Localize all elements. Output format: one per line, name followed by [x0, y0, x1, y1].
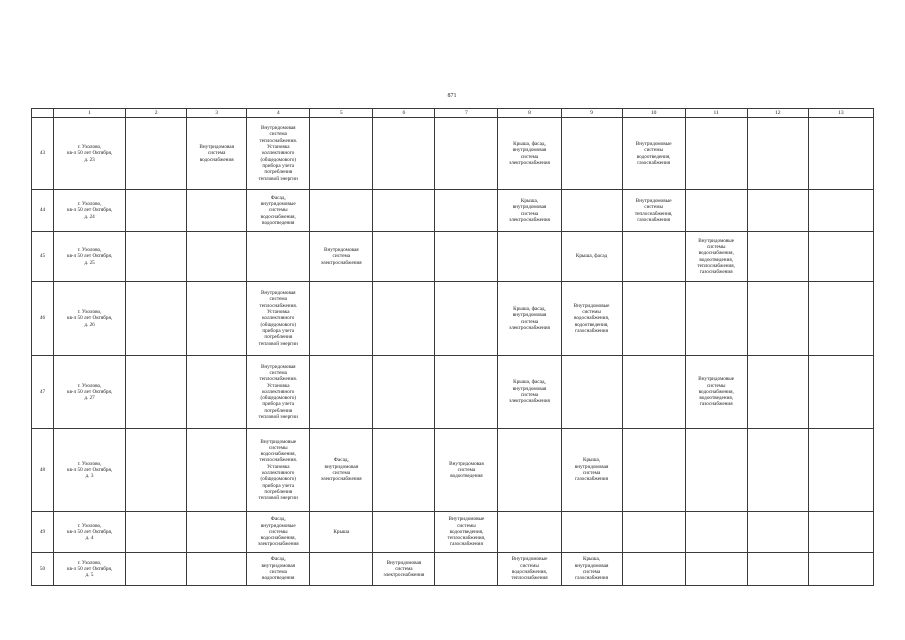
work-type-cell — [561, 282, 622, 356]
header-cell: 11 — [685, 109, 747, 118]
row-number-cell — [32, 429, 54, 512]
work-type-cell — [622, 553, 685, 586]
address-cell — [54, 429, 126, 512]
table-row — [32, 553, 874, 586]
cell-text: г. Ухолово, кв-л 50 лет Октября, д. 24 — [66, 201, 113, 220]
work-type-cell — [187, 282, 247, 356]
work-type-cell — [187, 190, 247, 232]
cell-text: Внутридомовые системы водоснабжения, водоотведения, теплоснабжения, газоснабжения — [697, 237, 735, 276]
work-type-cell — [310, 282, 373, 356]
work-type-cell — [622, 118, 685, 190]
row-number-cell — [32, 118, 54, 190]
work-type-cell — [685, 553, 747, 586]
header-cell: 1 — [54, 109, 126, 118]
work-type-cell — [187, 118, 247, 190]
work-type-cell — [622, 512, 685, 553]
work-type-cell — [310, 553, 373, 586]
work-type-cell — [310, 232, 373, 282]
work-type-cell — [187, 553, 247, 586]
row-number-cell — [32, 356, 54, 429]
cell-text: г. Ухолово, кв-л 50 лет Октября, д. 4 — [66, 522, 113, 542]
cell-text: Крыша, внутридомовая система газоснабжения — [574, 556, 609, 582]
column-header-row — [32, 109, 874, 118]
work-type-cell — [622, 282, 685, 356]
cell-text: Крыша, фасад, внутридомовая система электроснабжения — [509, 305, 550, 331]
work-type-cell — [808, 512, 873, 553]
work-type-cell — [561, 429, 622, 512]
work-type-cell — [435, 553, 498, 586]
header-cell: 13 — [808, 109, 873, 118]
address-cell — [54, 118, 126, 190]
header-cell: 10 — [622, 109, 685, 118]
work-type-cell — [247, 282, 310, 356]
work-type-cell — [808, 190, 873, 232]
cell-text: 46 — [39, 315, 46, 322]
cell-text: Внутридомовая система водоотведения — [449, 460, 484, 480]
cell-text: Внутридомовые системы водоотведения, теплоснабжения, газоснабжения — [447, 516, 486, 548]
work-type-cell — [187, 512, 247, 553]
work-type-cell — [685, 232, 747, 282]
work-type-cell — [373, 553, 435, 586]
header-cell: 6 — [373, 109, 435, 118]
work-type-cell — [435, 429, 498, 512]
work-type-cell — [126, 118, 187, 190]
work-type-cell — [247, 553, 310, 586]
work-type-cell — [126, 553, 187, 586]
cell-text: Крыша — [333, 528, 350, 535]
work-type-cell — [373, 356, 435, 429]
work-type-cell — [435, 512, 498, 553]
table-row — [32, 282, 874, 356]
work-type-cell — [747, 118, 808, 190]
work-type-cell — [685, 190, 747, 232]
cell-text: Внутридомовая система теплоснабжения. Установка коллективного (общедомового) прибора учета потребления тепловой энергии — [258, 125, 298, 182]
header-cell: 12 — [747, 109, 808, 118]
work-type-cell — [747, 356, 808, 429]
cell-text: 45 — [39, 253, 46, 260]
address-cell — [54, 190, 126, 232]
work-type-cell — [808, 118, 873, 190]
work-type-cell — [126, 356, 187, 429]
cell-text: Фасад, внутридомовые системы водоснабжения, электроснабжения — [257, 516, 299, 548]
cell-text: Крыша, внутридомовая система электроснабжения — [509, 197, 550, 223]
work-type-cell — [561, 232, 622, 282]
work-type-cell — [561, 553, 622, 586]
cell-text: Внутридомовая система электроснабжения — [320, 247, 362, 266]
work-type-cell — [498, 429, 561, 512]
cell-text: 47 — [39, 388, 46, 395]
work-type-cell — [498, 512, 561, 553]
work-type-cell — [310, 429, 373, 512]
row-number-cell — [32, 232, 54, 282]
cell-text: Внутридомовые системы водоснабжения, теплоснабжения — [511, 556, 548, 582]
repair-schedule-table — [31, 108, 874, 586]
work-type-cell — [310, 512, 373, 553]
cell-text: Фасад, внутридомовая система электроснабжения — [320, 457, 362, 483]
cell-text: Крыша, фасад — [575, 253, 608, 260]
table-row — [32, 512, 874, 553]
work-type-cell — [498, 232, 561, 282]
work-type-cell — [373, 282, 435, 356]
work-type-cell — [187, 356, 247, 429]
table-row — [32, 356, 874, 429]
work-type-cell — [126, 190, 187, 232]
row-number-cell — [32, 553, 54, 586]
header-cell: 7 — [435, 109, 498, 118]
work-type-cell — [808, 232, 873, 282]
address-cell — [54, 512, 126, 553]
cell-text: 48 — [39, 466, 46, 473]
work-type-cell — [747, 553, 808, 586]
work-type-cell — [808, 356, 873, 429]
table-row — [32, 118, 874, 190]
cell-text: Фасад, внутридомовые системы водоснабжения, водоотведения — [260, 194, 296, 226]
cell-text: Крыша, фасад, внутридомовая система электроснабжения — [509, 140, 550, 166]
work-type-cell — [373, 190, 435, 232]
work-type-cell — [435, 282, 498, 356]
work-type-cell — [126, 282, 187, 356]
cell-text: Внутридомовая система теплоснабжения. Установка коллективного (общедомового) прибора учета потребления тепловой энергии — [258, 363, 298, 421]
cell-text: г. Ухолово, кв-л 50 лет Октября, д. 23 — [66, 144, 113, 163]
work-type-cell — [435, 118, 498, 190]
work-type-cell — [247, 190, 310, 232]
cell-text: 50 — [39, 565, 46, 572]
cell-text: Внутридомовая система водоснабжения — [199, 144, 234, 163]
work-type-cell — [561, 190, 622, 232]
work-type-cell — [685, 118, 747, 190]
cell-text: Внутридомовая система теплоснабжения. Установка коллективного (общедомового) прибора учета потребления тепловой энергии — [258, 290, 298, 347]
work-type-cell — [498, 190, 561, 232]
work-type-cell — [622, 190, 685, 232]
work-type-cell — [435, 190, 498, 232]
cell-text: г. Ухолово, кв-л 50 лет Октября, д. 5 — [66, 559, 113, 579]
work-type-cell — [187, 232, 247, 282]
row-number-cell — [32, 282, 54, 356]
header-cell: 3 — [187, 109, 247, 118]
work-type-cell — [685, 512, 747, 553]
cell-text: Внутридомовые системы водоснабжения, теплоснабжения. Установка коллективного (общедомового) прибора учета потребления тепловой энергии — [258, 438, 298, 502]
cell-text: Крыша, фасад, внутридомовая система электроснабжения — [509, 379, 550, 405]
table-row — [32, 232, 874, 282]
cell-text: Внутридомовые системы водоотведения, газоснабжения — [635, 140, 672, 166]
work-type-cell — [498, 282, 561, 356]
cell-text: Внутридомовые системы водоснабжения, водоотведения, газоснабжения — [573, 302, 610, 334]
address-cell — [54, 232, 126, 282]
cell-text: г. Ухолово, кв-л 50 лет Октября, д. 27 — [66, 382, 113, 402]
work-type-cell — [373, 512, 435, 553]
work-type-cell — [247, 356, 310, 429]
work-type-cell — [126, 232, 187, 282]
cell-text: г. Ухолово, кв-л 50 лет Октября, д. 26 — [66, 309, 113, 328]
header-cell: 2 — [126, 109, 187, 118]
cell-text: 49 — [39, 528, 46, 535]
work-type-cell — [747, 282, 808, 356]
row-number-cell — [32, 512, 54, 553]
work-type-cell — [622, 232, 685, 282]
work-type-cell — [247, 232, 310, 282]
row-number-cell — [32, 190, 54, 232]
address-cell — [54, 553, 126, 586]
work-type-cell — [747, 429, 808, 512]
header-cell: 8 — [498, 109, 561, 118]
work-type-cell — [561, 118, 622, 190]
table-row — [32, 429, 874, 512]
header-cell: 5 — [310, 109, 373, 118]
work-type-cell — [373, 118, 435, 190]
work-type-cell — [435, 356, 498, 429]
table-row — [32, 190, 874, 232]
work-type-cell — [310, 356, 373, 429]
work-type-cell — [808, 429, 873, 512]
work-type-cell — [187, 429, 247, 512]
cell-text: Внутридомовые системы водоснабжения, водоотведения, газоснабжения — [698, 376, 735, 408]
work-type-cell — [622, 356, 685, 429]
work-type-cell — [126, 512, 187, 553]
work-type-cell — [747, 232, 808, 282]
work-type-cell — [247, 118, 310, 190]
cell-text: Внутридомовая система электроснабжения — [383, 559, 425, 579]
work-type-cell — [561, 356, 622, 429]
cell-text: г. Ухолово, кв-л 50 лет Октября, д. 3 — [66, 460, 113, 480]
header-cell: 9 — [561, 109, 622, 118]
cell-text: Внутридомовые системы теплоснабжения, газоснабжения — [634, 197, 673, 223]
work-type-cell — [685, 356, 747, 429]
work-type-cell — [310, 190, 373, 232]
work-type-cell — [373, 232, 435, 282]
work-type-cell — [747, 190, 808, 232]
header-cell: 4 — [247, 109, 310, 118]
work-type-cell — [685, 429, 747, 512]
address-cell — [54, 356, 126, 429]
work-type-cell — [622, 429, 685, 512]
page-number: 871 — [447, 93, 457, 99]
work-type-cell — [435, 232, 498, 282]
cell-text: 44 — [39, 207, 46, 214]
work-type-cell — [498, 553, 561, 586]
cell-text: 43 — [39, 150, 46, 157]
work-type-cell — [498, 118, 561, 190]
work-type-cell — [373, 429, 435, 512]
work-type-cell — [808, 282, 873, 356]
cell-text: Фасад, внутридомовая система водоотведения — [261, 556, 296, 582]
cell-text: Крыша, внутридомовая система газоснабжения — [574, 457, 609, 483]
cell-text: г. Ухолово, кв-л 50 лет Октября, д. 25 — [66, 247, 113, 266]
work-type-cell — [561, 512, 622, 553]
work-type-cell — [247, 512, 310, 553]
work-type-cell — [685, 282, 747, 356]
work-type-cell — [126, 429, 187, 512]
work-type-cell — [498, 356, 561, 429]
address-cell — [54, 282, 126, 356]
work-type-cell — [247, 429, 310, 512]
work-type-cell — [310, 118, 373, 190]
header-cell-blank — [32, 109, 54, 118]
work-type-cell — [808, 553, 873, 586]
work-type-cell — [747, 512, 808, 553]
